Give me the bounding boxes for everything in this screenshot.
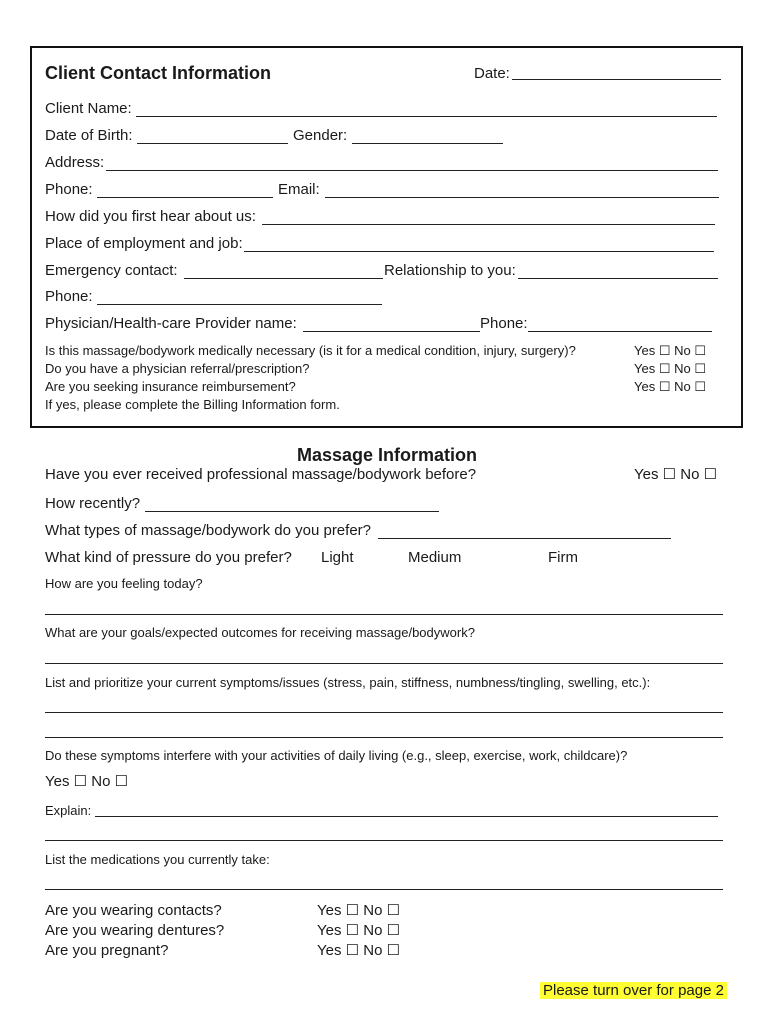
hear-about-label: How did you first hear about us: — [45, 208, 256, 225]
explain-field-1[interactable] — [95, 816, 718, 817]
employment-label: Place of employment and job: — [45, 235, 243, 252]
how-recently-label: How recently? — [45, 495, 141, 512]
gender-field[interactable] — [352, 143, 503, 144]
physician-phone-field[interactable] — [528, 331, 712, 332]
emergency-contact-label: Emergency contact: — [45, 262, 178, 279]
interfere-checkboxes[interactable]: Yes ☐ No ☐ — [45, 773, 129, 790]
turn-over-note: Please turn over for page 2 — [540, 982, 727, 999]
medically-necessary-checkboxes[interactable]: Yes ☐ No ☐ — [634, 343, 706, 358]
address-field[interactable] — [106, 170, 718, 171]
goals-field[interactable] — [45, 663, 723, 664]
relationship-label: Relationship to you: — [384, 262, 516, 279]
relationship-field[interactable] — [518, 278, 718, 279]
gender-label: Gender: — [293, 127, 348, 144]
hear-about-field[interactable] — [262, 224, 715, 225]
date-label: Date: — [474, 65, 510, 82]
pressure-label: What kind of pressure do you prefer? — [45, 549, 292, 566]
emergency-phone-label: Phone: — [45, 288, 93, 305]
medically-necessary-question: Is this massage/bodywork medically necessary (is it for a medical condition, injury, surgery)? — [45, 343, 576, 358]
types-field[interactable] — [378, 538, 671, 539]
insurance-checkboxes[interactable]: Yes ☐ No ☐ — [634, 379, 706, 394]
feeling-label: How are you feeling today? — [45, 576, 203, 591]
phone-label: Phone: — [45, 181, 93, 198]
dentures-checkboxes[interactable]: Yes ☐ No ☐ — [317, 922, 401, 939]
dob-label: Date of Birth: — [45, 127, 133, 144]
explain-field-2[interactable] — [45, 840, 723, 841]
insurance-question: Are you seeking insurance reimbursement? — [45, 379, 296, 394]
medications-label: List the medications you currently take: — [45, 852, 270, 867]
pregnant-question: Are you pregnant? — [45, 942, 169, 959]
physician-field[interactable] — [303, 331, 480, 332]
emergency-phone-field[interactable] — [97, 304, 382, 305]
emergency-contact-field[interactable] — [184, 278, 383, 279]
goals-label: What are your goals/expected outcomes for receiving massage/bodywork? — [45, 625, 475, 640]
feeling-field[interactable] — [45, 614, 723, 615]
received-before-question: Have you ever received professional massage/bodywork before? — [45, 466, 477, 483]
received-before-checkboxes[interactable]: Yes ☐ No ☐ — [634, 466, 718, 483]
interfere-question: Do these symptoms interfere with your activities of daily living (e.g., sleep, exercise, work, childcare)? — [45, 748, 628, 763]
client-name-field[interactable] — [136, 116, 717, 117]
dentures-question: Are you wearing dentures? — [45, 922, 225, 939]
email-field[interactable] — [325, 197, 719, 198]
address-label: Address: — [45, 154, 105, 171]
client-name-label: Client Name: — [45, 100, 132, 117]
symptoms-field-2[interactable] — [45, 737, 723, 738]
referral-question: Do you have a physician referral/prescription? — [45, 361, 310, 376]
billing-note: If yes, please complete the Billing Information form. — [45, 397, 340, 412]
phone-field[interactable] — [97, 197, 273, 198]
pregnant-checkboxes[interactable]: Yes ☐ No ☐ — [317, 942, 401, 959]
symptoms-field-1[interactable] — [45, 712, 723, 713]
contacts-checkboxes[interactable]: Yes ☐ No ☐ — [317, 902, 401, 919]
referral-checkboxes[interactable]: Yes ☐ No ☐ — [634, 361, 706, 376]
types-label: What types of massage/bodywork do you prefer? — [45, 522, 372, 539]
pressure-option-firm[interactable]: Firm — [548, 549, 578, 566]
section-title-massage: Massage Information — [297, 445, 478, 465]
how-recently-field[interactable] — [145, 511, 439, 512]
physician-label: Physician/Health-care Provider name: — [45, 315, 297, 332]
date-field[interactable] — [512, 79, 721, 80]
physician-phone-label: Phone: — [480, 315, 528, 332]
symptoms-label: List and prioritize your current symptoms/issues (stress, pain, stiffness, numbness/tingling, swelling, etc.): — [45, 675, 651, 690]
email-label: Email: — [278, 181, 320, 198]
employment-field[interactable] — [244, 251, 714, 252]
section-title-contact: Client Contact Information — [45, 63, 271, 83]
medications-field[interactable] — [45, 889, 723, 890]
contacts-question: Are you wearing contacts? — [45, 902, 222, 919]
explain-label: Explain: — [45, 803, 92, 818]
dob-field[interactable] — [137, 143, 288, 144]
pressure-option-medium[interactable]: Medium — [408, 549, 462, 566]
pressure-option-light[interactable]: Light — [321, 549, 354, 566]
